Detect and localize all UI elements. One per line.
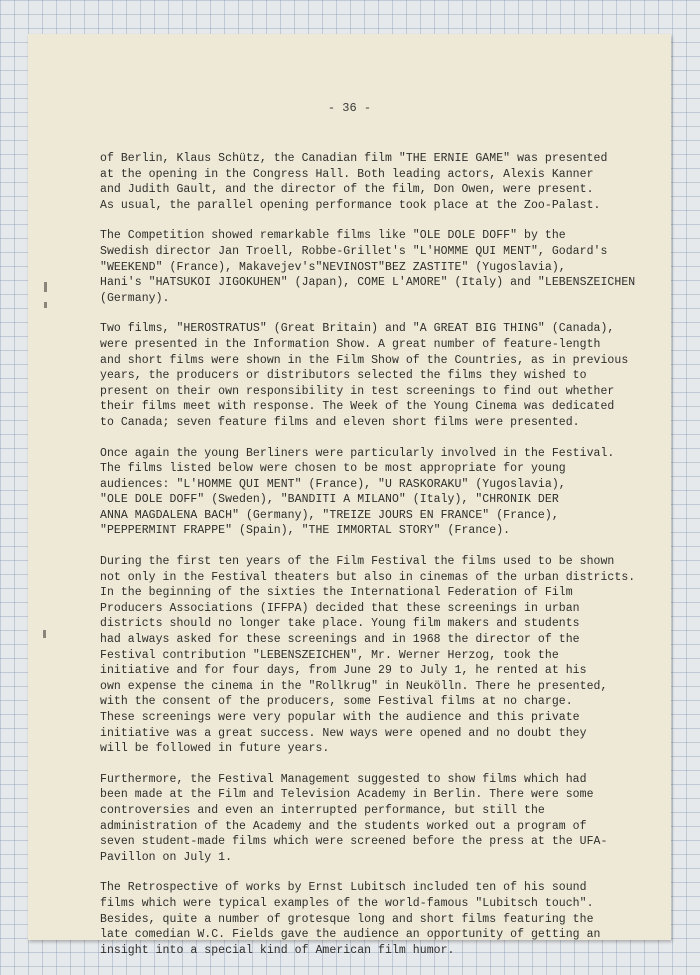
text-line: Besides, quite a number of grotesque long and short films featuring the (100, 912, 594, 926)
text-line: districts should no longer take place. Young film makers and students (100, 617, 580, 631)
text-line: The Competition showed remarkable films like "OLE DOLE DOFF" by the (100, 229, 566, 243)
text-line: The films listed below were chosen to be most appropriate for young (100, 462, 566, 476)
text-line: been made at the Film and Television Academy in Berlin. There were some (100, 788, 594, 802)
page-number: - 36 - (327, 101, 372, 115)
text-line: Festival contribution "LEBENSZEICHEN", Mr. Werner Herzog, took the (100, 648, 559, 662)
text-line: Pavillon on July 1. (100, 850, 233, 864)
paragraph-retrospective (100, 880, 675, 958)
text-line: administration of the Academy and the students worked out a program of (100, 819, 587, 833)
paragraph-young-berliners (100, 446, 675, 540)
paragraph-opening (100, 151, 675, 213)
staple-mark-top (44, 282, 47, 292)
text-line: late comedian W.C. Fields gave the audience an opportunity of getting an (100, 928, 601, 942)
text-line: with the consent of the producers, some Festival films at no charge. (100, 695, 573, 709)
text-line: and Judith Gault, and the director of the film, Don Owen, were present. (100, 183, 594, 197)
document-page (28, 34, 671, 957)
text-line: insight into a special kind of American film humor. (100, 943, 455, 957)
text-line: initiative and for four days, from June 29 to July 1, he rented at his (100, 664, 587, 678)
text-line: Swedish director Jan Troell, Robbe-Grillet's "L'HOMME QUI MENT", Godard's (100, 244, 608, 258)
text-line: During the first ten years of the Film Festival the films used to be shown (100, 555, 615, 569)
staple-mark-middle (44, 302, 47, 308)
text-line: films which were typical examples of the world-famous "Lubitsch touch". (100, 896, 594, 910)
text-line: and short films were shown in the Film Show of the Countries, as in previous (100, 353, 629, 367)
text-line: As usual, the parallel opening performance took place at the Zoo-Palast. (100, 198, 601, 212)
text-line: "PEPPERMINT FRAPPE" (Spain), "THE IMMORTAL STORY" (France). (100, 524, 511, 538)
text-line: had always asked for these screenings and in 1968 the director of the (100, 633, 580, 647)
text-line: controversies and even an interrupted performance, but still the (100, 803, 545, 817)
text-line: their films meet with response. The Week of the Young Cinema was dedicated (100, 400, 615, 414)
text-line: Producers Associations (IFFPA) decided that these screenings in urban (100, 601, 580, 615)
text-line: were presented in the Information Show. A great number of feature-length (100, 337, 601, 351)
text-line: "OLE DOLE DOFF" (Sweden), "BANDITI A MILANO" (Italy), "CHRONIK DER (100, 493, 559, 507)
text-line: In the beginning of the sixties the International Federation of Film (100, 586, 573, 600)
text-line: (Germany). (100, 291, 170, 305)
paragraph-film-academy (100, 772, 675, 866)
text-line: Furthermore, the Festival Management suggested to show films which had (100, 772, 587, 786)
paragraph-urban-screenings (100, 554, 675, 757)
text-line: initiative was a great success. New ways were opened and no doubt they (100, 726, 587, 740)
text-line: "WEEKEND" (France), Makavejev's"NEVINOST"BEZ ZASTITE" (Yugoslavia), (100, 260, 566, 274)
text-line: ANNA MAGDALENA BACH" (Germany), "TREIZE JOURS EN FRANCE" (France), (100, 508, 559, 522)
body-text (100, 151, 675, 973)
paragraph-information-show (100, 321, 675, 430)
text-line: to Canada; seven feature films and eleven short films were presented. (100, 415, 580, 429)
text-line: Once again the young Berliners were particularly involved in the Festival. (100, 446, 615, 460)
text-line: audiences: "L'HOMME QUI MENT" (France), "U RASKORAKU" (Yugoslavia), (100, 477, 566, 491)
text-line: The Retrospective of works by Ernst Lubitsch included ten of his sound (100, 881, 587, 895)
text-line: own expense the cinema in the "Rollkrug" in Neukölln. There he presented, (100, 679, 608, 693)
text-line: will be followed in future years. (100, 742, 330, 756)
text-line: Hani's "HATSUKOI JIGOKUHEN" (Japan), COME L'AMORE" (Italy) and "LEBENSZEICHEN (100, 276, 636, 290)
text-line: years, the producers or distributors selected the films they wished to (100, 369, 587, 383)
text-line: not only in the Festival theaters but also in cinemas of the urban districts. (100, 570, 636, 584)
paragraph-competition (100, 228, 675, 306)
text-line: These screenings were very popular with the audience and this private (100, 711, 580, 724)
text-line: at the opening in the Congress Hall. Both leading actors, Alexis Kanner (100, 167, 594, 181)
text-line: seven student-made films which were screened before the press at the UFA- (100, 835, 608, 849)
text-line: of Berlin, Klaus Schütz, the Canadian film "THE ERNIE GAME" was presented (100, 152, 608, 165)
text-line: Two films, "HEROSTRATUS" (Great Britain) and "A GREAT BIG THING" (Canada), (100, 322, 615, 336)
text-line: present on their own responsibility in test screenings to find out whether (100, 384, 615, 398)
staple-mark-bottom (43, 630, 46, 638)
